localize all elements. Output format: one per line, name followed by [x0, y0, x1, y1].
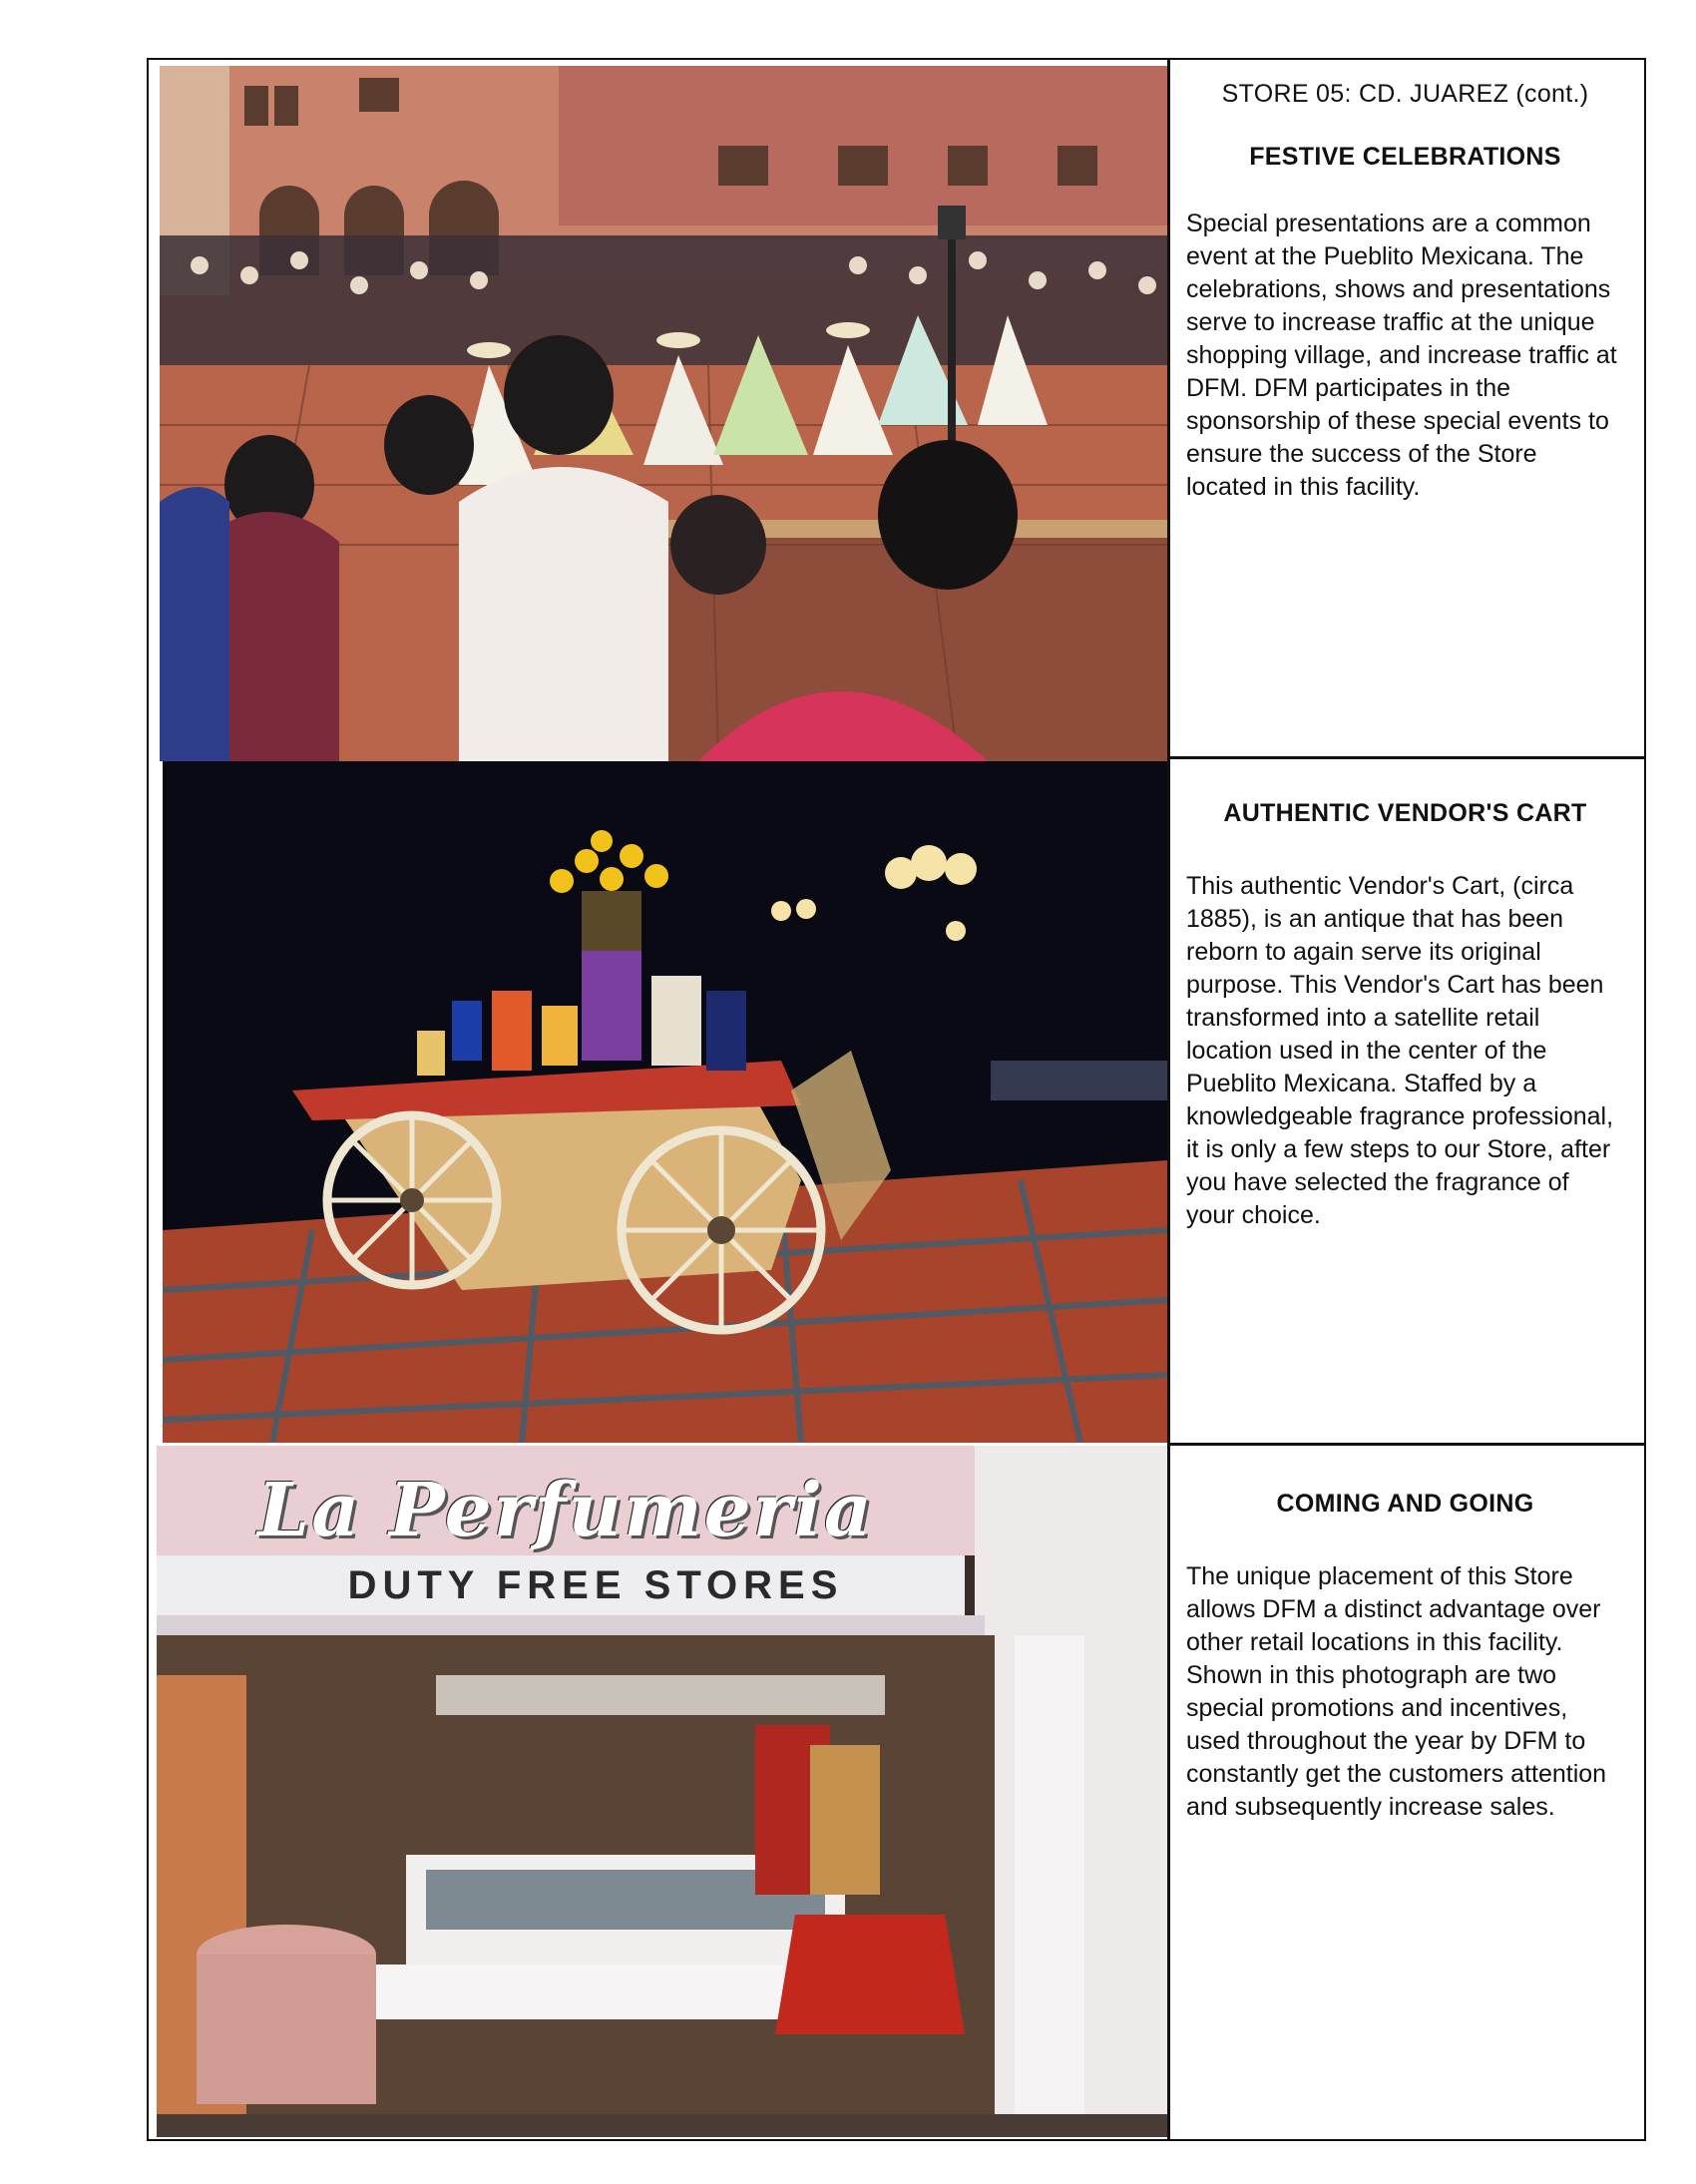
body-coming-and-going: The unique placement of this Store allows DFM a distinct advantage over other retail locations in this facility. Shown in this photograph are two special promotions and incentives, used throughout the year by DFM to constantly get the customers attention and subsequently increase sales.	[1186, 1562, 1607, 1821]
photo-storefront	[157, 1446, 1167, 2137]
storefront-logo: La Perfumeria	[257, 1468, 874, 1553]
photo-festive-celebration	[160, 66, 1167, 761]
text-cell-vendors-cart	[1172, 759, 1636, 1443]
storefront-subtitle: DUTY FREE STORES	[347, 1563, 844, 1607]
text-cell-festive	[1172, 66, 1636, 756]
column-divider	[1167, 58, 1170, 2141]
heading-festive-celebrations: FESTIVE CELEBRATIONS	[1249, 143, 1561, 171]
heading-authentic-vendors-cart: AUTHENTIC VENDOR'S CART	[1223, 799, 1587, 827]
heading-coming-and-going: COMING AND GOING	[1276, 1490, 1534, 1518]
text-cell-coming-going	[1172, 1446, 1636, 2134]
photo-vendors-cart	[163, 761, 1167, 1443]
body-authentic-vendors-cart: This authentic Vendor's Cart, (circa 1885), is an antique that has been reborn to again serve its original purpose. This Vendor's Cart has been transformed into a satellite retail location used in the center of the Pueblito Mexicana. Staffed by a knowledgeable fragrance professional, it is only a few steps to our Store, after you have selected the fragrance of your choice.	[1186, 872, 1614, 1229]
body-festive-celebrations: Special presentations are a common event at the Pueblito Mexicana. The celebrations, shows and presentations serve to increase traffic at the unique shopping village, and increase traffic at DFM. DFM participates in the sponsorship of these special events to ensure the success of the Store located in this facility.	[1186, 210, 1617, 501]
store-title: STORE 05: CD. JUAREZ (cont.)	[1221, 80, 1589, 108]
